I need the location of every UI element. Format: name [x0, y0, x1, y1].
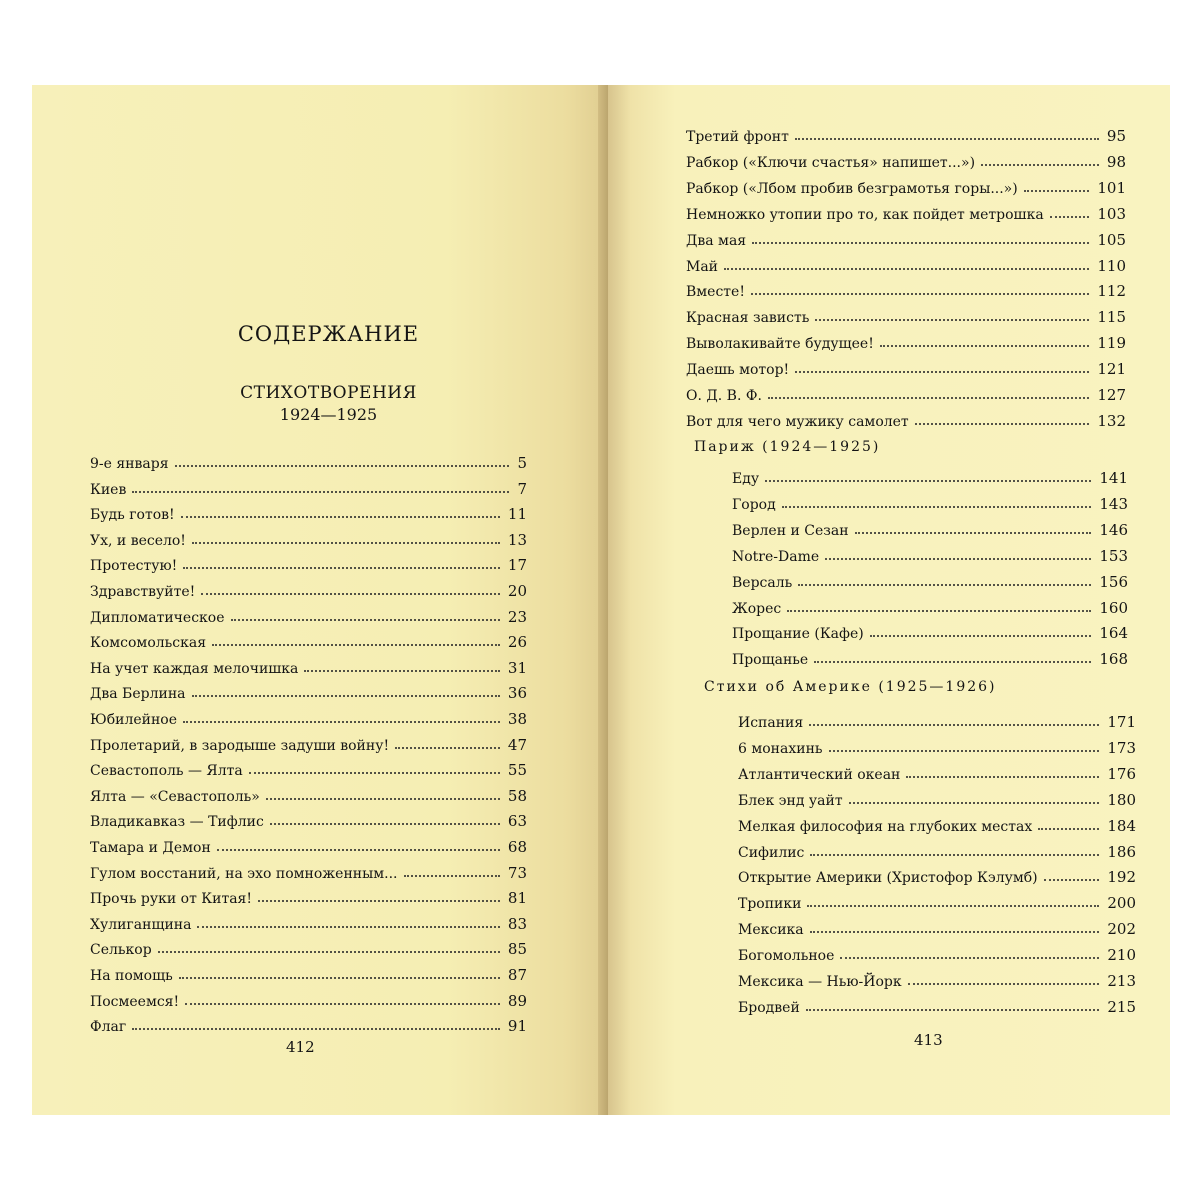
toc-entry-title: Будь готов! [90, 507, 175, 524]
dot-leader [132, 1028, 500, 1030]
toc-entry-page: 121 [1097, 360, 1126, 379]
toc-entry-page: 215 [1107, 997, 1136, 1016]
dot-leader [175, 465, 510, 467]
toc-entry-page: 119 [1097, 334, 1126, 353]
toc-entry [90, 552, 527, 574]
toc-entry-title: Тамара и Демон [90, 840, 211, 856]
toc-entry-page: 17 [507, 556, 527, 575]
toc-entry [90, 911, 527, 933]
toc-entry-page: 73 [507, 863, 527, 882]
toc-entry-page: 63 [507, 812, 527, 831]
toc-entry [738, 787, 1136, 809]
toc-entry [90, 732, 527, 754]
toc-entry-title: Жорес [732, 600, 782, 617]
toc-entry-page: 141 [1099, 469, 1128, 487]
toc-entry [90, 527, 527, 549]
toc-entry-page: 87 [507, 966, 527, 984]
left-toc-list [90, 85, 527, 1115]
toc-entry [90, 860, 527, 882]
toc-entry-title: Вот для чего мужику самолет [686, 413, 909, 430]
toc-entry [90, 962, 527, 984]
toc-entry-title: Владикавказ — Тифлис [90, 814, 264, 831]
toc-entry-title: Мелкая философия на глубоких местах [738, 818, 1033, 835]
left-page [32, 85, 625, 1115]
toc-entry [738, 942, 1136, 964]
toc-entry-title: Богомольное [738, 948, 835, 965]
toc-entry-page: 5 [517, 454, 527, 472]
dot-leader [212, 644, 500, 646]
toc-entry-page: 112 [1097, 282, 1126, 301]
dot-leader [185, 1003, 500, 1005]
toc-entry-page: 160 [1099, 598, 1128, 617]
toc-entry-title: Рабкор («Ключи счастья» напишет...») [686, 154, 976, 171]
toc-entry-page: 200 [1107, 894, 1136, 913]
dot-leader [810, 931, 1100, 933]
section-title: СТИХОТВОРЕНИЯ [240, 383, 417, 403]
toc-entry-page: 115 [1097, 308, 1126, 327]
dot-leader [132, 491, 509, 493]
toc-entry-title: Юбилейное [90, 712, 178, 728]
dot-leader [231, 619, 500, 621]
toc-entry [738, 761, 1136, 783]
toc-entry-title: Два мая [686, 232, 747, 249]
toc-entry-page: 156 [1099, 572, 1128, 591]
toc-entry [90, 988, 527, 1010]
toc-entry-title: Notre-Dame [732, 548, 820, 565]
toc-entry-title: Блек энд уайт [738, 792, 843, 809]
toc-entry-page: 81 [507, 889, 527, 908]
toc-entry-title: Селькор [90, 942, 152, 959]
toc-entry [738, 890, 1136, 912]
dot-leader [266, 798, 500, 800]
toc-entry [90, 1013, 527, 1035]
contents-title: СОДЕРЖАНИЕ [237, 322, 420, 346]
america-toc-list [738, 85, 1136, 1115]
dot-leader [201, 593, 500, 595]
dot-leader [1038, 828, 1099, 830]
toc-entry-title: Немножко утопии про то, как пойдет метрошка [686, 206, 1044, 223]
toc-entry-page: 38 [507, 710, 527, 728]
dot-leader [807, 905, 1099, 907]
dot-leader [840, 957, 1099, 959]
toc-entry [90, 706, 527, 728]
america-section-heading: Стихи об Америке (1925—1926) [704, 679, 997, 695]
toc-entry-page: 68 [507, 838, 527, 856]
toc-entry [738, 864, 1136, 886]
toc-entry [738, 709, 1136, 731]
toc-entry-title: Еду [732, 471, 760, 487]
toc-entry-page: 213 [1107, 972, 1136, 990]
toc-entry [90, 885, 527, 907]
toc-entry-page: 168 [1099, 650, 1128, 669]
toc-entry-page: 164 [1099, 624, 1128, 643]
toc-entry-page: 13 [507, 530, 527, 549]
toc-entry-title: Ялта — «Севастополь» [90, 788, 260, 805]
toc-entry-page: 153 [1099, 546, 1128, 565]
toc-entry-page: 85 [507, 940, 527, 959]
page-number-left: 412 [286, 1038, 315, 1056]
dot-leader [908, 983, 1100, 985]
toc-entry [90, 501, 527, 523]
dot-leader [304, 670, 500, 672]
toc-entry [90, 757, 527, 779]
toc-entry-title: Май [686, 258, 719, 275]
toc-entry [90, 604, 527, 626]
toc-entry [90, 808, 527, 830]
toc-entry-page: 20 [507, 582, 527, 600]
toc-entry-title: Бродвей [738, 999, 800, 1016]
toc-entry-title: Вместе! [686, 284, 745, 301]
toc-entry-title: Сифилис [738, 844, 805, 861]
toc-entry-title: Третий фронт [686, 129, 789, 145]
dot-leader [1044, 879, 1100, 881]
toc-entry-title: Комсомольская [90, 635, 207, 652]
toc-entry-title: Рабкор («Лбом пробив безграмотья горы...») [686, 180, 1018, 197]
dot-leader [192, 695, 500, 697]
toc-entry-page: 83 [507, 914, 527, 933]
toc-entry-title: На учет каждая мелочишка [90, 660, 299, 677]
dot-leader [181, 516, 500, 518]
toc-entry-page: 184 [1107, 816, 1136, 835]
toc-entry-page: 95 [1106, 127, 1126, 145]
dot-leader [183, 567, 500, 569]
toc-entry [90, 629, 527, 651]
toc-entry [738, 916, 1136, 938]
toc-entry-title: Флаг [90, 1019, 127, 1036]
dot-leader [197, 926, 499, 928]
toc-entry-title: Севастополь — Ялта [90, 763, 243, 780]
toc-entry-page: 176 [1107, 764, 1136, 783]
toc-entry-title: Протестую! [90, 558, 178, 575]
toc-entry-title: Посмеемся! [90, 993, 180, 1010]
toc-entry-page: 31 [507, 658, 527, 677]
toc-entry [90, 936, 527, 958]
dot-leader [183, 721, 500, 723]
toc-entry-page: 7 [517, 479, 527, 498]
toc-entry-page: 146 [1099, 520, 1128, 539]
toc-entry-title: Ух, и весело! [90, 532, 186, 549]
toc-entry-title: Прощанье [732, 652, 809, 669]
toc-entry-title: Гулом восстаний, на эхо помноженным... [90, 865, 398, 882]
dot-leader [849, 802, 1100, 804]
toc-entry-title: Пролетарий, в зародыше задуши войну! [90, 737, 390, 754]
section-years: 1924—1925 [279, 405, 378, 424]
toc-entry-title: Город [732, 496, 776, 513]
toc-entry [90, 578, 527, 600]
toc-entry [738, 968, 1136, 990]
toc-entry [90, 655, 527, 677]
dot-leader [404, 875, 500, 877]
dot-leader [217, 849, 500, 851]
toc-entry-page: 101 [1097, 178, 1126, 197]
toc-entry-page: 47 [507, 735, 527, 754]
toc-entry-title: Мексика [738, 922, 804, 939]
toc-entry-page: 173 [1107, 738, 1136, 757]
toc-entry-title: Здравствуйте! [90, 584, 196, 600]
toc-entry-page: 103 [1097, 204, 1126, 223]
toc-entry-page: 132 [1097, 411, 1126, 430]
toc-entry-title: Прощание (Кафе) [732, 626, 864, 643]
toc-entry [90, 476, 527, 498]
toc-entry-page: 91 [507, 1017, 527, 1036]
toc-entry-title: На помощь [90, 968, 173, 984]
paris-section-heading: Париж (1924—1925) [694, 439, 881, 455]
dot-leader [810, 854, 1099, 856]
toc-entry [738, 813, 1136, 835]
toc-entry-title: Даешь мотор! [686, 362, 790, 379]
toc-entry [738, 994, 1136, 1016]
toc-entry-title: Открытие Америки (Христофор Кэлумб) [738, 870, 1038, 887]
toc-entry-page: 143 [1099, 494, 1128, 513]
dot-leader [270, 823, 500, 825]
dot-leader [806, 1009, 1100, 1011]
toc-entry-page: 23 [507, 607, 527, 626]
dot-leader [258, 900, 500, 902]
right-page [608, 85, 1170, 1115]
toc-entry-page: 36 [507, 684, 527, 703]
toc-entry [90, 680, 527, 702]
toc-entry [90, 450, 527, 472]
toc-entry-title: Хулиганщина [90, 916, 192, 933]
toc-entry-title: Два Берлина [90, 686, 186, 703]
toc-entry-title: О. Д. В. Ф. [686, 388, 762, 404]
toc-entry-title: Испания [738, 715, 804, 731]
toc-entry-page: 105 [1097, 230, 1126, 249]
toc-entry-title: Прочь руки от Китая! [90, 891, 252, 908]
toc-entry-page: 110 [1097, 256, 1126, 275]
dot-leader [179, 977, 500, 979]
toc-entry-page: 171 [1107, 713, 1136, 731]
toc-entry-title: Дипломатическое [90, 609, 225, 626]
toc-entry-page: 127 [1097, 386, 1126, 404]
toc-entry-page: 26 [507, 633, 527, 652]
toc-entry [738, 839, 1136, 861]
toc-entry-page: 58 [507, 786, 527, 805]
page-number-right: 413 [914, 1031, 943, 1049]
toc-entry [738, 735, 1136, 757]
toc-entry-page: 192 [1107, 868, 1136, 887]
toc-entry-title: Мексика — Нью-Йорк [738, 974, 902, 990]
toc-entry-title: Выволакивайте будущее! [686, 336, 874, 353]
toc-entry-title: Атлантический океан [738, 766, 901, 783]
dot-leader [829, 750, 1100, 752]
dot-leader [809, 724, 1099, 726]
toc-entry-title: 6 монахинь [738, 740, 823, 757]
toc-entry-page: 98 [1106, 152, 1126, 171]
toc-entry-page: 202 [1107, 920, 1136, 939]
toc-entry-page: 180 [1107, 790, 1136, 809]
toc-entry-title: 9-е января [90, 456, 169, 472]
toc-entry-title: Верлен и Сезан [732, 522, 849, 539]
dot-leader [158, 951, 500, 953]
toc-entry-title: Тропики [738, 896, 802, 913]
toc-entry-title: Красная зависть [686, 310, 810, 327]
toc-entry-page: 11 [507, 505, 527, 524]
dot-leader [906, 776, 1099, 778]
dot-leader [192, 542, 500, 544]
toc-entry-page: 186 [1107, 842, 1136, 861]
toc-entry [90, 834, 527, 856]
toc-entry-title: Версаль [732, 574, 793, 591]
toc-entry [90, 783, 527, 805]
dot-leader [395, 747, 500, 749]
toc-entry-page: 210 [1107, 946, 1136, 965]
toc-entry-page: 55 [507, 761, 527, 780]
dot-leader [249, 772, 500, 774]
toc-entry-title: Киев [90, 481, 127, 498]
toc-entry-page: 89 [507, 991, 527, 1010]
